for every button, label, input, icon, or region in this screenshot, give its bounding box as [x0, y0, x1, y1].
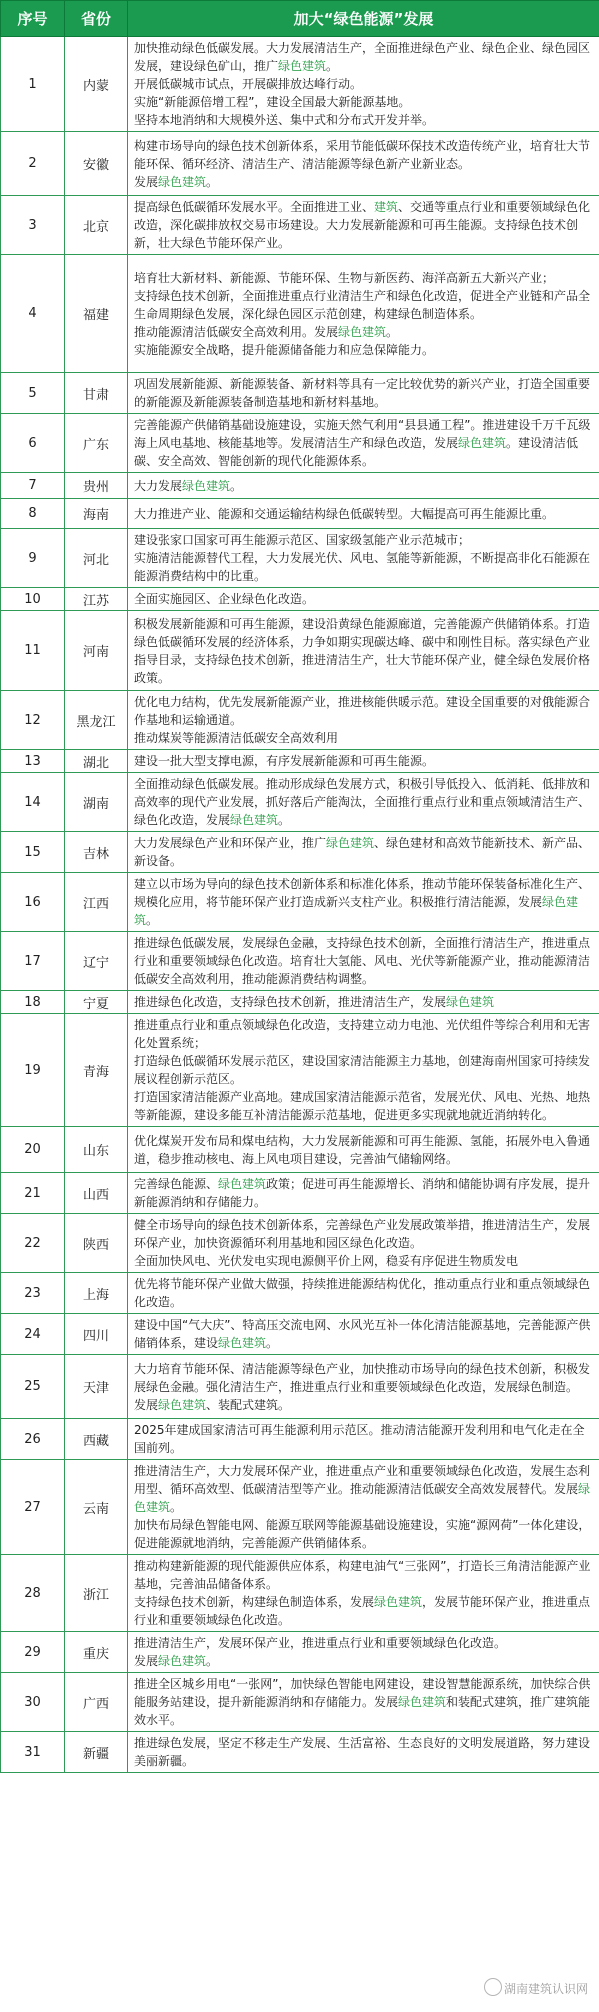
policy-text: [128, 1632, 599, 1673]
policy-line: [134, 615, 593, 687]
policy-text: [128, 832, 599, 873]
text-segment: ，发展节能环保产业，推进重点行业和重要领域绿色化改造。: [134, 1595, 591, 1627]
policy-text: [128, 473, 599, 499]
text-segment: 。: [386, 324, 399, 339]
table-row: [1, 37, 599, 132]
province-name: 陕西: [65, 1214, 128, 1273]
policy-text: [128, 588, 599, 611]
text-segment: 完善能源产供储销基础设施建设，实施天然气利用“县县通工程”。推进建设千万千瓦级海上风电基地、核能基地等。发展清洁生产和绿色改造，发展: [134, 418, 591, 450]
policy-line: [134, 1462, 593, 1516]
table-row: [1, 750, 599, 773]
table-row: [1, 1419, 599, 1460]
row-number: 14: [1, 773, 65, 832]
row-number: 1: [1, 37, 65, 132]
row-number: 22: [1, 1214, 65, 1273]
text-segment: 推动能源清洁低碳安全高效利用。发展: [134, 324, 339, 339]
policy-line: [134, 1516, 593, 1552]
province-name: 黑龙江: [65, 691, 128, 750]
province-name: 河北: [65, 529, 128, 588]
text-segment: 健全市场导向的绿色技术创新体系，完善绿色产业发展政策举措，推进清洁生产，发展环保产业，加快资源循环利用基地和园区绿色化改造。: [134, 1218, 591, 1250]
row-number: 25: [1, 1355, 65, 1419]
row-number: 12: [1, 691, 65, 750]
province-name: 北京: [65, 196, 128, 255]
text-segment: 大力推进产业、能源和交通运输结构绿色低碳转型。大幅提高可再生能源比重。: [134, 506, 555, 521]
policy-text: [128, 529, 599, 588]
policy-line: [134, 1360, 593, 1396]
text-segment: 推进全区城乡用电“一张网”，加快绿色智能电网建设，建设智慧能源系统，加快综合供能服务站建设，提升新能源消纳和存储能力。发展: [134, 1677, 591, 1709]
row-number: 11: [1, 611, 65, 691]
highlight-term: 绿色建筑: [182, 478, 231, 493]
policy-line: [134, 1593, 593, 1629]
row-number: 26: [1, 1419, 65, 1460]
highlight-term: 绿色建筑: [134, 895, 579, 927]
table-row: [1, 832, 599, 873]
table-row: [1, 1173, 599, 1214]
province-name: 宁夏: [65, 991, 128, 1014]
province-name: 西藏: [65, 1419, 128, 1460]
policy-text: [128, 1314, 599, 1355]
province-name: 天津: [65, 1355, 128, 1419]
highlight-term: 绿色建筑: [134, 1482, 591, 1514]
row-number: 4: [1, 255, 65, 373]
text-segment: 推动煤炭等能源清洁低碳安全高效利用: [134, 731, 339, 745]
policy-line: [134, 1132, 593, 1168]
policy-line: [134, 93, 593, 111]
row-number: 16: [1, 873, 65, 932]
policy-text: [128, 1014, 599, 1127]
highlight-term: 绿色建筑: [326, 836, 375, 850]
province-name: 四川: [65, 1314, 128, 1355]
policy-line: [134, 693, 593, 729]
policy-line: [134, 1316, 593, 1352]
policy-line: [134, 269, 593, 287]
text-segment: 建立以市场为导向的绿色技术创新体系和标准化体系，推动节能环保装备标准化生产、规模化应用，将节能环保产业打造成新兴支柱产业。积极推行清洁能源，发展: [134, 877, 591, 909]
row-number: 13: [1, 750, 65, 773]
table-row: [1, 932, 599, 991]
text-segment: 大力培育节能环保、清洁能源等绿色产业，加快推动市场导向的绿色技术创新，积极发展绿色金融。强化清洁生产，推进重点行业和重要领域绿色化改造，发展绿色制造。: [134, 1361, 591, 1394]
row-number: 27: [1, 1460, 65, 1555]
text-segment: 建设一批大型支撑电源，有序发展新能源和可再生能源。: [134, 754, 435, 768]
province-name: 贵州: [65, 473, 128, 499]
table-row: [1, 373, 599, 414]
policy-line: [134, 375, 593, 411]
highlight-term: 绿色建筑: [458, 436, 507, 450]
policy-line: [134, 111, 593, 129]
table-row: [1, 611, 599, 691]
policy-line: [134, 137, 593, 173]
policy-line: [134, 549, 593, 585]
policy-line: [134, 590, 593, 608]
policy-text: [128, 37, 599, 132]
highlight-term: 绿色建筑: [374, 1595, 423, 1609]
policy-text: [128, 773, 599, 832]
text-segment: 。: [206, 1654, 219, 1668]
table-row: [1, 1214, 599, 1273]
highlight-term: 绿色建筑: [158, 174, 207, 189]
text-segment: 推进绿色低碳发展，发展绿色金融，支持绿色技术创新，全面推行清洁生产，推进重点行业和重要领域绿色化改造。培育壮大氢能、风电、光伏等新能源产业，推动能源清洁低碳安全高效利用，推动能源消费结构调整。: [134, 936, 591, 986]
row-number: 7: [1, 473, 65, 499]
policy-line: [134, 75, 593, 93]
policy-text: [128, 1673, 599, 1732]
text-segment: 发展: [134, 1654, 159, 1668]
policy-line: [134, 173, 593, 191]
province-name: 安徽: [65, 132, 128, 196]
policy-text: [128, 255, 599, 373]
text-segment: 大力发展绿色产业和环保产业，推广: [134, 836, 327, 850]
text-segment: 建设张家口国家可再生能源示范区、国家级氢能产业示范城市；: [134, 533, 471, 547]
policy-line: [134, 531, 593, 549]
highlight-term: 绿色建筑: [398, 1695, 447, 1709]
text-segment: 、装配式建筑。: [206, 1397, 291, 1412]
policy-line: [134, 1634, 593, 1652]
row-number: 3: [1, 196, 65, 255]
text-segment: 支持绿色技术创新，全面推进重点行业清洁生产和绿色化改造，促进全产业链和产品全生命周期绿色发展，深化绿色园区示范创建，构建绿色制造体系。: [134, 288, 591, 321]
province-name: 河南: [65, 611, 128, 691]
policy-line: [134, 775, 593, 829]
text-segment: 、绿色建材和高效节能新技术、新产品、新设备。: [134, 836, 591, 868]
header-province: 省份: [65, 1, 128, 37]
province-name: 甘肃: [65, 373, 128, 414]
watermark-logo-icon: [484, 1978, 502, 1996]
highlight-term: 绿色建筑: [446, 995, 495, 1009]
policy-line: [134, 198, 593, 252]
policy-line: [134, 416, 593, 470]
policy-text: [128, 1419, 599, 1460]
province-name: 湖北: [65, 750, 128, 773]
watermark-text: 湖南建筑认识网: [504, 1982, 589, 1996]
province-name: 吉林: [65, 832, 128, 873]
policy-text: [128, 414, 599, 473]
text-segment: 加快布局绿色智能电网、能源互联网等能源基础设施建设，实施“源网荷”一体化建设，促进能源就地消纳，完善能源产供销储体系。: [134, 1518, 591, 1550]
policy-line: [134, 477, 593, 495]
policy-text: [128, 1355, 599, 1419]
policy-text: [128, 132, 599, 196]
text-segment: 发展: [134, 1397, 159, 1412]
province-name: 江苏: [65, 588, 128, 611]
table-row: [1, 1273, 599, 1314]
policy-line: [134, 1052, 593, 1088]
policy-text: [128, 991, 599, 1014]
row-number: 18: [1, 991, 65, 1014]
table-row: [1, 1355, 599, 1419]
highlight-term: 绿色建筑: [158, 1654, 207, 1668]
province-name: 山东: [65, 1127, 128, 1173]
table-row: [1, 1673, 599, 1732]
policy-line: [134, 1652, 593, 1670]
province-name: 山西: [65, 1173, 128, 1214]
highlight-term: 绿色建筑: [338, 324, 387, 339]
province-name: 新疆: [65, 1732, 128, 1773]
table-row: [1, 414, 599, 473]
row-number: 8: [1, 499, 65, 529]
table-row: [1, 196, 599, 255]
row-number: 24: [1, 1314, 65, 1355]
policy-text: [128, 1273, 599, 1314]
policy-text: [128, 932, 599, 991]
policy-line: [134, 993, 593, 1011]
text-segment: 实施清洁能源替代工程，大力发展光伏、风电、氢能等新能源，不断提高非化石能源在能源消费结构中的比重。: [134, 551, 591, 583]
text-segment: 推进绿色发展，坚定不移走生产发展、生活富裕、生态良好的文明发展道路，努力建设美丽新疆。: [134, 1736, 591, 1768]
text-segment: 。: [266, 1336, 279, 1350]
policy-text: [128, 196, 599, 255]
text-segment: 培育壮大新材料、新能源、节能环保、生物与新医药、海洋高新五大新兴产业；: [134, 270, 555, 285]
text-segment: 。: [326, 59, 339, 73]
text-segment: 。: [230, 478, 243, 493]
text-segment: 大力发展: [134, 478, 183, 493]
row-number: 20: [1, 1127, 65, 1173]
row-number: 2: [1, 132, 65, 196]
table-row: [1, 1555, 599, 1632]
table-row: [1, 588, 599, 611]
row-number: 6: [1, 414, 65, 473]
text-segment: 。: [170, 1500, 183, 1514]
policy-line: [134, 1088, 593, 1124]
text-segment: 坚持本地消纳和大规模外送、集中式和分布式开发并举。: [134, 113, 435, 127]
policy-text: [128, 1555, 599, 1632]
policy-text: [128, 1214, 599, 1273]
policy-line: [134, 1675, 593, 1729]
text-segment: 实施能源安全战略，提升能源储备能力和应急保障能力。: [134, 342, 435, 357]
province-name: 内蒙: [65, 37, 128, 132]
highlight-term: 绿色建筑: [230, 813, 279, 827]
table-row: [1, 991, 599, 1014]
text-segment: 推进重点行业和重点领域绿色化改造，支持建立动力电池、光伏组件等综合利用和无害化处置系统；: [134, 1018, 591, 1050]
table-row: [1, 499, 599, 529]
policy-line: [134, 1396, 593, 1414]
text-segment: 完善绿色能源、: [134, 1177, 219, 1191]
policy-line: [134, 1252, 593, 1270]
province-name: 江西: [65, 873, 128, 932]
row-number: 10: [1, 588, 65, 611]
highlight-term: 绿色建筑: [218, 1177, 267, 1191]
policy-line: [134, 834, 593, 870]
table-row: [1, 1127, 599, 1173]
policy-line: [134, 323, 593, 341]
policy-text: [128, 1127, 599, 1173]
highlight-term: 绿色建筑: [278, 59, 327, 73]
row-number: 17: [1, 932, 65, 991]
text-segment: 推进清洁生产，发展环保产业，推进重点行业和重要领域绿色化改造。: [134, 1636, 507, 1650]
row-number: 15: [1, 832, 65, 873]
policy-text: [128, 499, 599, 529]
policy-line: [134, 505, 593, 523]
text-segment: 构建市场导向的绿色技术创新体系，采用节能低碳环保技术改造传统产业，培育壮大节能环保、循环经济、清洁生产、清洁能源等绿色新产业新业态。: [134, 138, 591, 171]
row-number: 31: [1, 1732, 65, 1773]
header-no: 序号: [1, 1, 65, 37]
row-number: 29: [1, 1632, 65, 1673]
table-row: [1, 1014, 599, 1127]
header-content: 加大“绿色能源”发展: [128, 1, 599, 37]
row-number: 21: [1, 1173, 65, 1214]
text-segment: 全面实施园区、企业绿色化改造。: [134, 592, 315, 606]
province-name: 福建: [65, 255, 128, 373]
province-name: 广东: [65, 414, 128, 473]
policy-line: [134, 729, 593, 747]
row-number: 23: [1, 1273, 65, 1314]
text-segment: 全面加快风电、光伏发电实现电源侧平价上网，稳妥有序促进生物质发电: [134, 1254, 519, 1268]
province-name: 上海: [65, 1273, 128, 1314]
province-name: 广西: [65, 1673, 128, 1732]
text-segment: 发展: [134, 174, 159, 189]
province-name: 浙江: [65, 1555, 128, 1632]
row-number: 28: [1, 1555, 65, 1632]
policy-text: [128, 373, 599, 414]
policy-line: [134, 341, 593, 359]
text-segment: 优先将节能环保产业做大做强，持续推进能源结构优化，推动重点行业和重点领域绿色化改造。: [134, 1277, 591, 1309]
table-row: [1, 255, 599, 373]
table-body: [1, 37, 599, 1773]
policy-line: [134, 1557, 593, 1593]
province-name: 辽宁: [65, 932, 128, 991]
text-segment: 打造国家清洁能源产业高地。建成国家清洁能源示范省，发展光伏、风电、光热、地热等新能源，建设多能互补清洁能源示范基地，促进更多实现就地就近消纳转化。: [134, 1090, 591, 1122]
table-header-row: [1, 1, 599, 37]
policy-text: [128, 1460, 599, 1555]
table-row: [1, 529, 599, 588]
text-segment: 开展低碳城市试点，开展碳排放达峰行动。: [134, 77, 363, 91]
province-name: 重庆: [65, 1632, 128, 1673]
text-segment: 。: [206, 174, 219, 189]
policy-line: [134, 875, 593, 929]
policy-text: [128, 1173, 599, 1214]
highlight-term: 绿色建筑: [218, 1336, 267, 1350]
text-segment: 政策；促进可再生能源增长、消纳和储能协调有序发展，提升新能源消纳和存储能力。: [134, 1177, 591, 1209]
row-number: 9: [1, 529, 65, 588]
province-name: 青海: [65, 1014, 128, 1127]
text-segment: 。: [146, 913, 159, 927]
table-row: [1, 1632, 599, 1673]
highlight-term: 建筑: [374, 200, 399, 214]
policy-text: [128, 750, 599, 773]
row-number: 19: [1, 1014, 65, 1127]
highlight-term: 绿色建筑: [158, 1397, 207, 1412]
province-name: 海南: [65, 499, 128, 529]
policy-line: [134, 934, 593, 988]
text-segment: 。建设清洁低碳、安全高效、智能创新的现代化能源体系。: [134, 436, 579, 468]
text-segment: 积极发展新能源和可再生能源，建设沿黄绿色能源廊道，完善能源产供储销体系。打造绿色低碳循环发展的经济体系，力争如期实现碳达峰、碳中和刚性目标。落实绿色产业指导目录，支持绿色技术创新，推进清洁生产，壮大节能环保产业，健全绿色发展价格政策。: [134, 616, 591, 685]
text-segment: 推动构建新能源的现代能源供应体系，构建电油气“三张网”，打造长三角清洁能源产业基地，完善油品储备体系。: [134, 1559, 591, 1591]
policy-line: [134, 1734, 593, 1770]
policy-line: [134, 1016, 593, 1052]
text-segment: 优化电力结构，优先发展新能源产业，推进核能供暖示范。建设全国重要的对俄能源合作基地和运输通道。: [134, 695, 591, 727]
text-segment: 和装配式建筑，推广建筑能效水平。: [134, 1695, 591, 1727]
policy-text: [128, 691, 599, 750]
policy-line: [134, 1275, 593, 1311]
text-segment: 优化煤炭开发布局和煤电结构，大力发展新能源和可再生能源、氢能，拓展外电入鲁通道，稳步推动核电、海上风电项目建设，完善油气储输网络。: [134, 1133, 591, 1166]
policy-line: [134, 1421, 593, 1457]
policy-line: [134, 1175, 593, 1211]
policy-line: [134, 752, 593, 770]
text-segment: 巩固发展新能源、新能源装备、新材料等具有一定比较优势的新兴产业，打造全国重要的新能源及新能源装备制造基地和新材料基地。: [134, 377, 591, 409]
text-segment: 实施“新能源倍增工程”，建设全国最大新能源基地。: [134, 95, 411, 109]
policy-text: [128, 611, 599, 691]
text-segment: 推进清洁生产，大力发展环保产业，推进重点产业和重要领域绿色化改造，发展生态利用型、循环高效型、低碳清洁型等产业。推动能源清洁低碳安全高效发展替代。发展: [134, 1464, 591, 1496]
table-row: [1, 1460, 599, 1555]
row-number: 5: [1, 373, 65, 414]
policy-line: [134, 287, 593, 323]
text-segment: 2025年建成国家清洁可再生能源利用示范区。推动清洁能源开发利用和电气化走在全国前列。: [134, 1423, 585, 1455]
table-row: [1, 1732, 599, 1773]
text-segment: 加快推动绿色低碳发展。大力发展清洁生产，全面推进绿色产业、绿色企业、绿色园区发展，建设绿色矿山，推广: [134, 41, 591, 73]
text-segment: 支持绿色技术创新，构建绿色制造体系，发展: [134, 1595, 375, 1609]
table-row: [1, 773, 599, 832]
table-row: [1, 473, 599, 499]
policy-text: [128, 1732, 599, 1773]
text-segment: 建设中国“气大庆”、特高压交流电网、水风光互补一体化清洁能源基地，完善能源产供储销体系，建设: [134, 1318, 591, 1350]
table-row: [1, 873, 599, 932]
table-row: [1, 691, 599, 750]
text-segment: 、交通等重点行业和重要领域绿色化改造，深化碳排放权交易市场建设。大力发展新能源和可再生能源。支持绿色技术创新，壮大绿色节能环保产业。: [134, 200, 591, 250]
text-segment: 推进绿色化改造，支持绿色技术创新，推进清洁生产，发展: [134, 995, 447, 1009]
table-row: [1, 132, 599, 196]
policy-line: [134, 1216, 593, 1252]
text-segment: 。: [278, 813, 291, 827]
province-name: 湖南: [65, 773, 128, 832]
policy-text: [128, 873, 599, 932]
text-segment: 提高绿色低碳循环发展水平。全面推进工业、: [134, 200, 375, 214]
province-name: 云南: [65, 1460, 128, 1555]
table-row: [1, 1314, 599, 1355]
row-number: 30: [1, 1673, 65, 1732]
text-segment: 全面推动绿色低碳发展。推动形成绿色发展方式，积极引导低投入、低消耗、低排放和高效率的现代产业发展，抓好落后产能淘汰，全面推行重点行业和重点领域清洁生产、绿色化改造，发展: [134, 777, 591, 827]
policy-line: [134, 39, 593, 75]
text-segment: 打造绿色低碳循环发展示范区，建设国家清洁能源主力基地，创建海南州国家可持续发展议程创新示范区。: [134, 1054, 591, 1086]
